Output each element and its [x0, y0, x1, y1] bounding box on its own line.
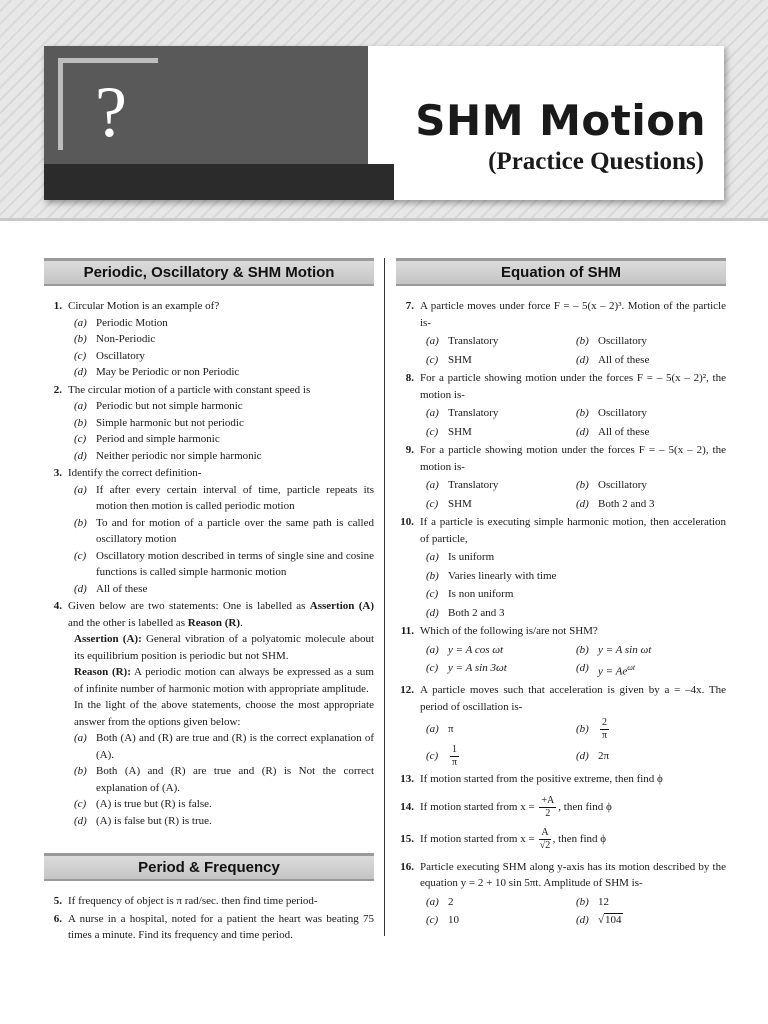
option-d: (d) Both 2 and 3 — [426, 606, 505, 619]
option-label: (a) — [74, 316, 87, 329]
question-2 — [44, 382, 374, 399]
question-9 — [396, 442, 726, 475]
option-d: (d) All of these — [576, 425, 650, 438]
question-number: 15. — [400, 832, 414, 845]
option-text: Non-Periodic — [96, 333, 156, 345]
option-d — [44, 364, 374, 381]
option-row — [396, 642, 726, 659]
option-label: (c) — [74, 349, 87, 362]
question-7 — [396, 298, 726, 331]
option-b: (b) $\frac{2}{\pi}$ — [576, 717, 608, 742]
option-label: (d) — [74, 366, 87, 378]
option-c — [44, 348, 374, 365]
option-row — [396, 333, 726, 350]
question-number: 5. — [53, 895, 62, 907]
question-number: 1. — [53, 300, 62, 312]
option-label: (a) — [74, 483, 87, 496]
question-text: A particle moves under force F = – 5(x – 2)³. Motion of the particle is- — [420, 300, 726, 329]
option-c: (c) 10 — [426, 914, 459, 927]
option-label: (d) — [74, 814, 87, 827]
option-label: (b) — [74, 333, 87, 345]
option-a: (a) 2 — [426, 895, 454, 908]
option-label: (a) — [74, 400, 87, 412]
option-label: (b) — [74, 416, 87, 429]
page-subtitle: (Practice Questions) — [488, 148, 704, 175]
option-label: (d) — [74, 582, 87, 595]
question-text: Identify the correct definition- — [68, 467, 202, 479]
option-b — [44, 415, 374, 432]
question-number: 7. — [405, 300, 414, 312]
option-row — [396, 912, 726, 929]
option-d: (d) All of these — [576, 353, 650, 366]
question-number: 14. — [400, 800, 414, 813]
option-c: (c) SHM — [426, 425, 472, 438]
option-text: Periodic Motion — [96, 316, 168, 329]
question-number: 8. — [405, 372, 414, 384]
question-15 — [396, 827, 726, 852]
question-text: For a particle showing motion under the forces F = – 5(x – 2), the motion is- — [420, 444, 726, 473]
option-a — [44, 730, 374, 763]
option-b — [44, 331, 374, 348]
option-c — [44, 548, 374, 581]
option-b — [44, 763, 374, 796]
option-label: (b) — [74, 516, 87, 529]
option-a: (a) Translatory — [426, 479, 499, 491]
left-column — [44, 258, 374, 944]
question-number: 9. — [405, 444, 414, 456]
question-text: Given below are two statements: One is labelled as Assertion (A) and the other is labelled as Reason (R). — [68, 600, 374, 629]
right-column — [396, 258, 726, 929]
option-a — [44, 315, 374, 332]
question-number: 12. — [400, 684, 414, 697]
option-a: (a) y = A cos ωt — [426, 643, 504, 656]
reason-statement: Reason (R): A periodic motion can always be expressed as a sum of infinite number of harmonic motion with appropriate amplitude. — [74, 666, 374, 695]
option-row — [396, 744, 726, 769]
question-16 — [396, 859, 726, 892]
option-text: May be Periodic or non Periodic — [96, 366, 240, 378]
option-b: (b) Oscillatory — [576, 479, 647, 491]
section-heading: Periodic, Oscillatory & SHM Motion — [44, 258, 374, 286]
option-text: Periodic but not simple harmonic — [96, 400, 243, 412]
question-text: A nurse in a hospital, noted for a patient the heart was beating 75 times a minute. Find its frequency and time period. — [68, 912, 374, 941]
section-heading: Period & Frequency — [44, 853, 374, 881]
option-c: (c) $\frac{1}{\pi}$ — [426, 744, 458, 769]
option-d: (d) $y = Ae^{\omega t}$ — [576, 662, 636, 678]
section-heading: Equation of SHM — [396, 258, 726, 286]
option-row — [396, 477, 726, 494]
option-row — [396, 405, 726, 422]
question-text: If motion started from x = $\frac{+A}{2}$ , then find ϕ — [420, 794, 612, 819]
assertion-statement: Assertion (A): General vibration of a polyatomic molecule about its equilibrium position is periodic but not SHM. — [74, 633, 374, 662]
question-5 — [44, 893, 374, 910]
column-divider — [384, 258, 385, 936]
question-4 — [44, 598, 374, 631]
question-13 — [396, 771, 726, 788]
question-text: If motion started from x = $\frac{A}{√2}$ , then find ϕ — [420, 826, 607, 851]
option-label: (a) — [74, 732, 87, 744]
question-number: 6. — [53, 912, 62, 925]
question-11 — [396, 623, 726, 640]
question-text: For a particle showing motion under the forces F = – 5(x – 2)², the motion is- — [420, 372, 726, 401]
question-text: If motion started from the positive extreme, then find ϕ — [420, 773, 663, 786]
question-6 — [44, 911, 374, 944]
option-a: (a) π — [426, 723, 454, 736]
option-text: Oscillatory motion described in terms of single sine and cosine functions is called simple harmonic motion — [96, 549, 374, 578]
question-number: 2. — [53, 383, 62, 396]
option-b: (b) y = A sin ωt — [576, 643, 652, 656]
option-text: Both (A) and (R) are true and (R) is Not the correct explanation of (A). — [96, 765, 374, 794]
option-b: (b) Oscillatory — [576, 335, 647, 347]
option-row — [396, 496, 726, 513]
option-a: (a) Is uniform — [426, 551, 495, 563]
option-label: (b) — [74, 765, 87, 777]
option-label: (c) — [74, 549, 87, 562]
question-10 — [396, 514, 726, 547]
option-c — [44, 431, 374, 448]
option-row — [396, 660, 726, 680]
question-number: 10. — [400, 516, 414, 528]
option-text: To and for motion of a particle over the same path is called oscillatory motion — [96, 516, 374, 545]
option-text: Both (A) and (R) are true and (R) is the correct explanation of (A). — [96, 732, 374, 761]
option-c — [44, 796, 374, 813]
option-label: (c) — [74, 798, 87, 810]
option-a: (a) Translatory — [426, 407, 499, 419]
question-3 — [44, 465, 374, 482]
option-d: (d) √104 — [576, 914, 622, 927]
question-text: A particle moves such that acceleration is given by a = –4x. The period of oscillation is- — [420, 684, 726, 713]
question-text: Circular Motion is an example of? — [68, 300, 220, 312]
question-1 — [44, 298, 374, 315]
option-a: (a) Translatory — [426, 335, 499, 347]
option-text: (A) is false but (R) is true. — [96, 814, 212, 827]
question-8 — [396, 370, 726, 403]
question-number: 3. — [53, 467, 62, 479]
option-d — [44, 813, 374, 830]
option-a — [44, 482, 374, 515]
question-number: 11. — [400, 625, 414, 637]
option-c: (c) SHM — [426, 353, 472, 366]
question-text: The circular motion of a particle with constant speed is — [68, 383, 311, 396]
question-text: Which of the following is/are not SHM? — [420, 625, 598, 637]
option-text: Period and simple harmonic — [96, 433, 220, 445]
option-row — [396, 717, 726, 742]
option-text: If after every certain interval of time, particle repeats its motion then motion is called periodic motion — [96, 483, 374, 512]
question-text: Particle executing SHM along y-axis has its motion described by the equation y = 2 + 10 sin 5πt. Amplitude of SHM is- — [420, 860, 726, 890]
question-12 — [396, 682, 726, 715]
option-text: All of these — [96, 582, 148, 595]
option-b: (b) Oscillatory — [576, 407, 647, 419]
question-14 — [396, 795, 726, 820]
option-text: Simple harmonic but not periodic — [96, 416, 244, 429]
option-b — [44, 515, 374, 548]
question-text: If a particle is executing simple harmonic motion, then acceleration of particle, — [420, 516, 726, 545]
header-dark-strip — [44, 164, 394, 200]
header-divider — [0, 218, 768, 221]
option-a — [44, 398, 374, 415]
question-number: 13. — [400, 773, 414, 786]
option-text: (A) is true but (R) is false. — [96, 798, 212, 810]
option-row — [396, 424, 726, 441]
option-d — [44, 581, 374, 598]
option-c: (c) y = A sin 3ωt — [426, 662, 507, 674]
question-number: 4. — [53, 600, 62, 612]
option-label: (c) — [74, 433, 87, 445]
question-number: 16. — [400, 860, 414, 873]
option-c: (c) Is non uniform — [426, 588, 514, 600]
option-label: (d) — [74, 449, 87, 462]
instruction-text: In the light of the above statements, choose the most appropriate answer from the options given below: — [74, 699, 374, 728]
question-mark-icon: ? — [95, 72, 127, 152]
option-d — [44, 448, 374, 465]
page-title: SHM Motion — [415, 96, 706, 145]
option-row — [396, 352, 726, 369]
option-b: (b) Varies linearly with time — [426, 569, 557, 582]
option-b: (b) 12 — [576, 895, 609, 908]
option-text: Neither periodic nor simple harmonic — [96, 449, 262, 462]
option-text: Oscillatory — [96, 349, 145, 362]
option-c: (c) SHM — [426, 497, 472, 510]
option-d: (d) 2π — [576, 750, 610, 763]
option-d: (d) Both 2 and 3 — [576, 497, 655, 510]
question-text: If frequency of object is π rad/sec. then find time period- — [68, 895, 318, 907]
option-row — [396, 894, 726, 911]
